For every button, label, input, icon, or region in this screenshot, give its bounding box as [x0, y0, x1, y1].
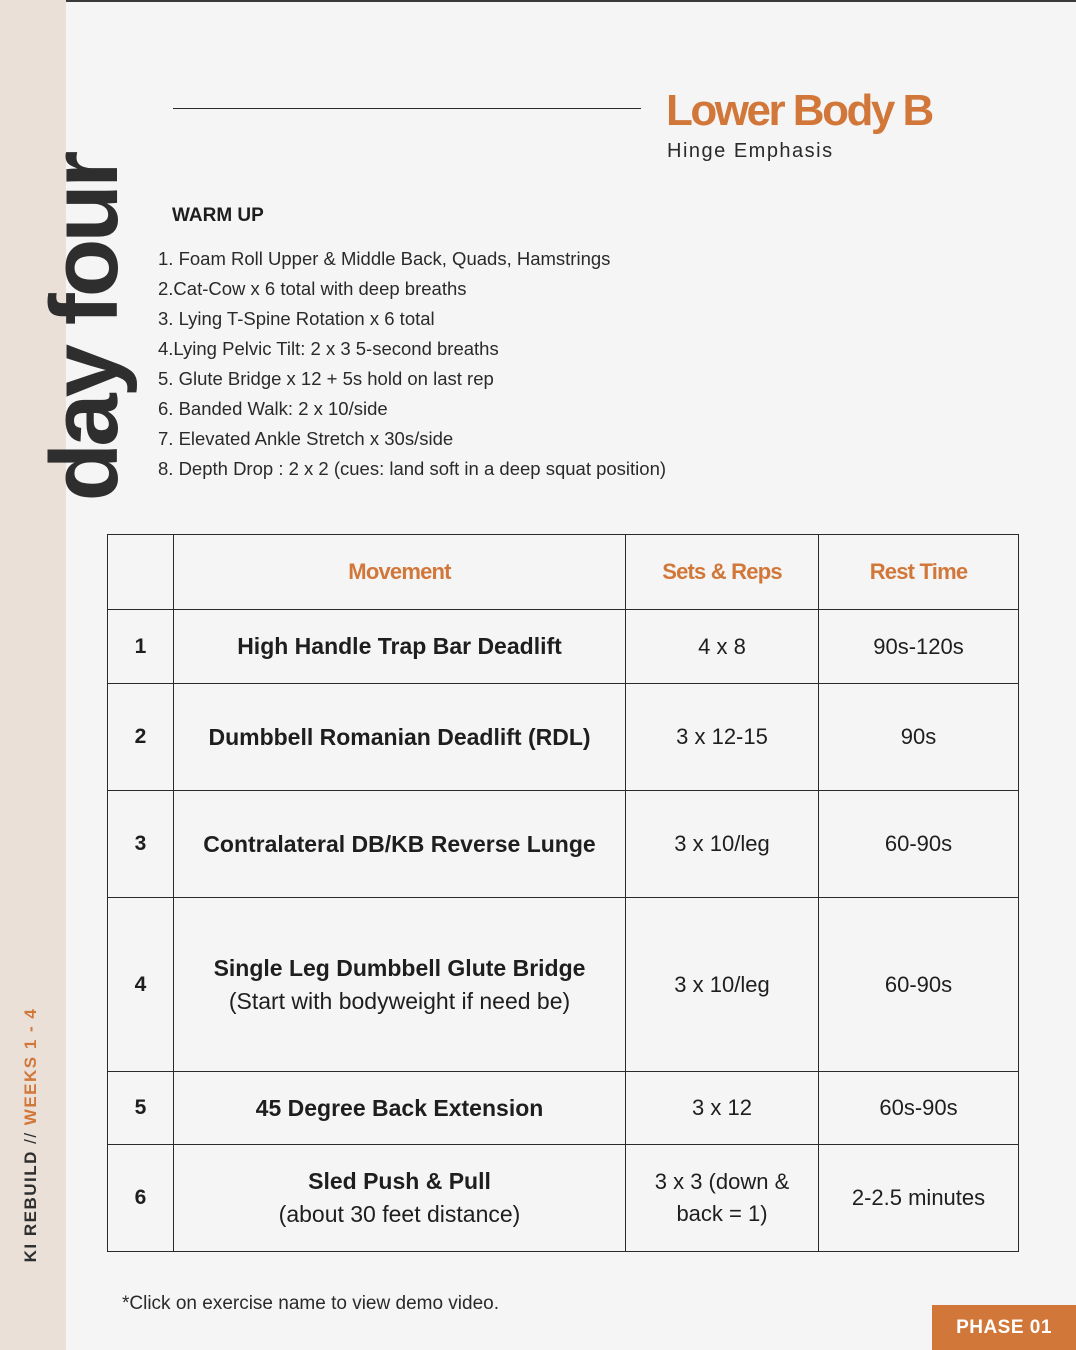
- header-divider: [173, 108, 641, 109]
- table-row: [108, 610, 1019, 684]
- row-number: 5: [108, 1072, 174, 1145]
- exercise-link[interactable]: 45 Degree Back Extension: [255, 1094, 544, 1121]
- phase-badge: PHASE 01: [932, 1305, 1076, 1350]
- warmup-item: 1. Foam Roll Upper & Middle Back, Quads, Hamstrings: [158, 248, 611, 269]
- warmup-heading: WARM UP: [172, 205, 264, 226]
- table-row: [108, 684, 1019, 791]
- exercise-link[interactable]: Single Leg Dumbbell Glute Bridge: [213, 954, 586, 981]
- warmup-list: [158, 244, 666, 484]
- rest-time-cell: 90s: [819, 684, 1019, 791]
- sets-reps-cell: 3 x 10/leg: [626, 898, 819, 1072]
- rest-time-cell: 2-2.5 minutes: [819, 1145, 1019, 1252]
- workout-title: Lower Body B: [666, 86, 932, 135]
- row-number: 1: [108, 610, 174, 684]
- program-name: KI REBUILD: [21, 1150, 40, 1263]
- exercise-note: (Start with bodyweight if need be): [228, 987, 571, 1014]
- table-row: [108, 791, 1019, 898]
- movement-cell: [174, 610, 626, 684]
- exercise-note: (about 30 feet distance): [278, 1201, 521, 1227]
- movement-cell: [174, 684, 626, 791]
- header-movement: Movement: [174, 535, 626, 610]
- table-row: [108, 1072, 1019, 1145]
- row-number: 3: [108, 791, 174, 898]
- warmup-item: 4.Lying Pelvic Tilt: 2 x 3 5-second breaths: [158, 338, 499, 359]
- warmup-item: 2.Cat-Cow x 6 total with deep breaths: [158, 278, 467, 299]
- label-separator: //: [21, 1125, 40, 1151]
- warmup-item: 3. Lying T-Spine Rotation x 6 total: [158, 308, 435, 329]
- program-label: [21, 990, 41, 1280]
- exercise-table: [107, 534, 1019, 1252]
- day-title: day four: [31, 154, 138, 502]
- movement-cell: [174, 1145, 626, 1252]
- row-number: 4: [108, 898, 174, 1072]
- rest-time-cell: 90s-120s: [819, 610, 1019, 684]
- workout-subtitle: Hinge Emphasis: [667, 140, 834, 162]
- weeks-label: WEEKS 1 - 4: [21, 1007, 40, 1126]
- table-header-row: [108, 535, 1019, 610]
- header-number: [108, 535, 174, 610]
- exercise-link[interactable]: Contralateral DB/KB Reverse Lunge: [203, 830, 596, 857]
- warmup-item: 6. Banded Walk: 2 x 10/side: [158, 398, 388, 419]
- movement-cell: [174, 898, 626, 1072]
- sets-reps-cell: 4 x 8: [626, 610, 819, 684]
- exercise-link[interactable]: Sled Push & Pull: [308, 1168, 491, 1194]
- table-row: [108, 1145, 1019, 1252]
- rest-time-cell: 60-90s: [819, 898, 1019, 1072]
- rest-time-cell: 60s-90s: [819, 1072, 1019, 1145]
- warmup-item: 5. Glute Bridge x 12 + 5s hold on last rep: [158, 368, 494, 389]
- row-number: 2: [108, 684, 174, 791]
- header-sets-reps: Sets & Reps: [626, 535, 819, 610]
- warmup-item: 7. Elevated Ankle Stretch x 30s/side: [158, 428, 454, 449]
- sets-reps-cell: 3 x 12-15: [626, 684, 819, 791]
- sets-reps-cell: 3 x 10/leg: [626, 791, 819, 898]
- warmup-item: 8. Depth Drop : 2 x 2 (cues: land soft in a deep squat position): [158, 458, 667, 479]
- movement-cell: [174, 1072, 626, 1145]
- table-row: [108, 898, 1019, 1072]
- row-number: 6: [108, 1145, 174, 1252]
- exercise-link[interactable]: High Handle Trap Bar Deadlift: [237, 633, 562, 659]
- rest-time-cell: 60-90s: [819, 791, 1019, 898]
- sets-reps-cell: 3 x 12: [626, 1072, 819, 1145]
- footnote: *Click on exercise name to view demo video.: [122, 1293, 500, 1314]
- top-divider: [0, 0, 1076, 2]
- exercise-link[interactable]: Dumbbell Romanian Deadlift (RDL): [208, 723, 591, 750]
- header-rest-time: Rest Time: [819, 535, 1019, 610]
- movement-cell: [174, 791, 626, 898]
- sets-reps-cell: 3 x 3 (down & back = 1): [626, 1145, 819, 1252]
